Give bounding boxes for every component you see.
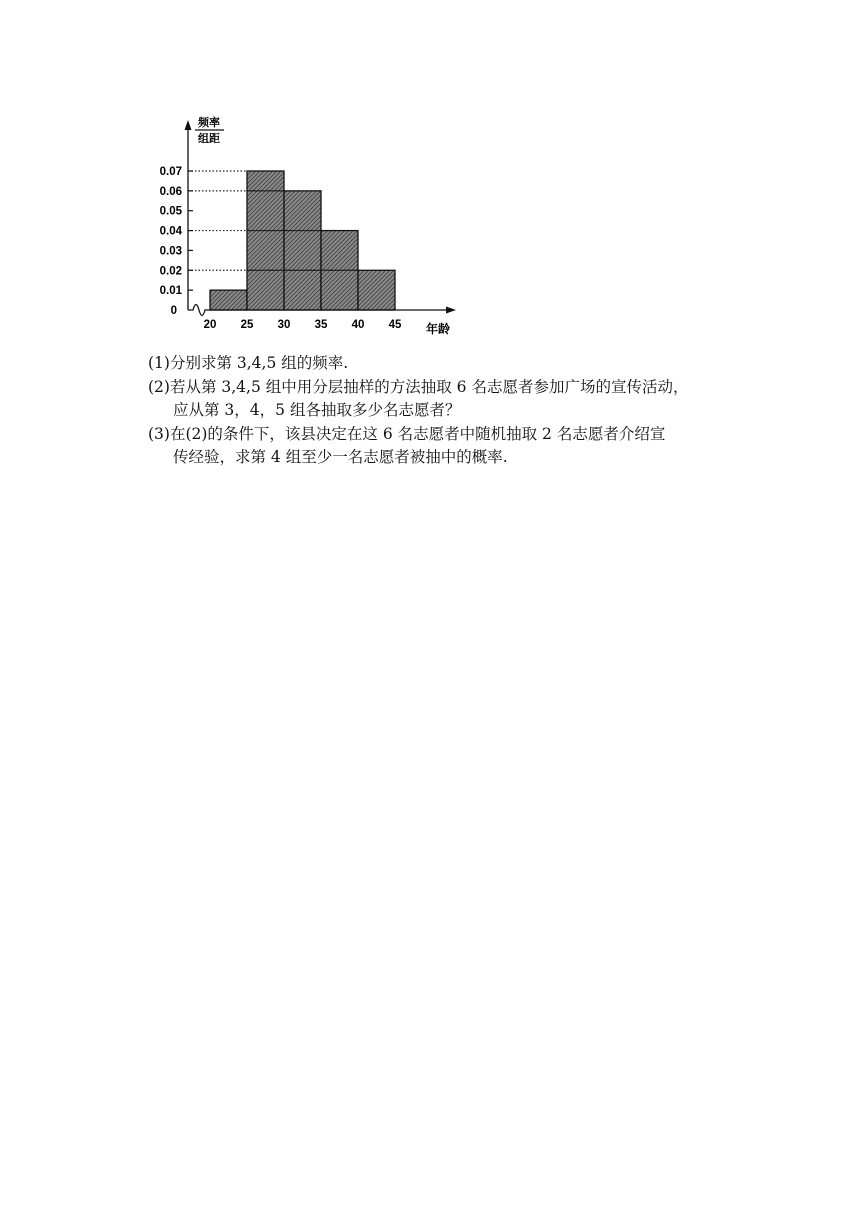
- histogram-bar-40-45: [358, 270, 395, 310]
- question-1: (1)分别求第 3,4,5 组的频率.: [148, 354, 349, 372]
- x-tick-label: 30: [277, 319, 291, 331]
- y-tick-label: 0.04: [159, 225, 182, 238]
- histogram-bar-20-25: [210, 290, 247, 310]
- y-tick-label: 0: [170, 305, 177, 317]
- y-tick-label: 0.05: [159, 205, 182, 218]
- y-tick-label: 0.02: [159, 265, 182, 278]
- x-axis-label: 年龄: [425, 322, 451, 336]
- y-axis-label-top: 频率: [198, 116, 220, 129]
- x-tick-label: 45: [388, 319, 402, 331]
- question-3-line-2: 传经验，求第 4 组至少一名志愿者被抽中的概率.: [173, 448, 508, 466]
- y-tick-label: 0.07: [159, 166, 182, 178]
- y-axis-arrow: [185, 120, 192, 130]
- x-tick-label: 40: [351, 319, 365, 331]
- x-tick-label: 20: [203, 319, 217, 331]
- histogram-bar-25-30: [247, 171, 284, 310]
- question-2-line-1: (2)若从第 3,4,5 组中用分层抽样的方法抽取 6 名志愿者参加广场的宣传活动，: [148, 377, 689, 396]
- x-tick-label: 35: [314, 319, 328, 331]
- x-tick-label: 25: [240, 319, 254, 331]
- histogram-bar-30-35: [284, 191, 321, 310]
- y-tick-label: 0.06: [159, 185, 182, 198]
- frequency-histogram: [140, 108, 460, 340]
- y-tick-label: 0.01: [159, 285, 182, 298]
- x-axis-arrow: [446, 307, 456, 314]
- question-block: [148, 352, 768, 470]
- y-axis-label-bottom: 组距: [198, 132, 220, 145]
- question-2-line-2: 应从第 3，4，5 组各抽取多少名志愿者？: [173, 401, 461, 419]
- y-tick-label: 0.03: [159, 245, 182, 258]
- question-3-line-1: (3)在(2)的条件下，该县决定在这 6 名志愿者中随机抽取 2 名志愿者介绍宣: [148, 424, 666, 443]
